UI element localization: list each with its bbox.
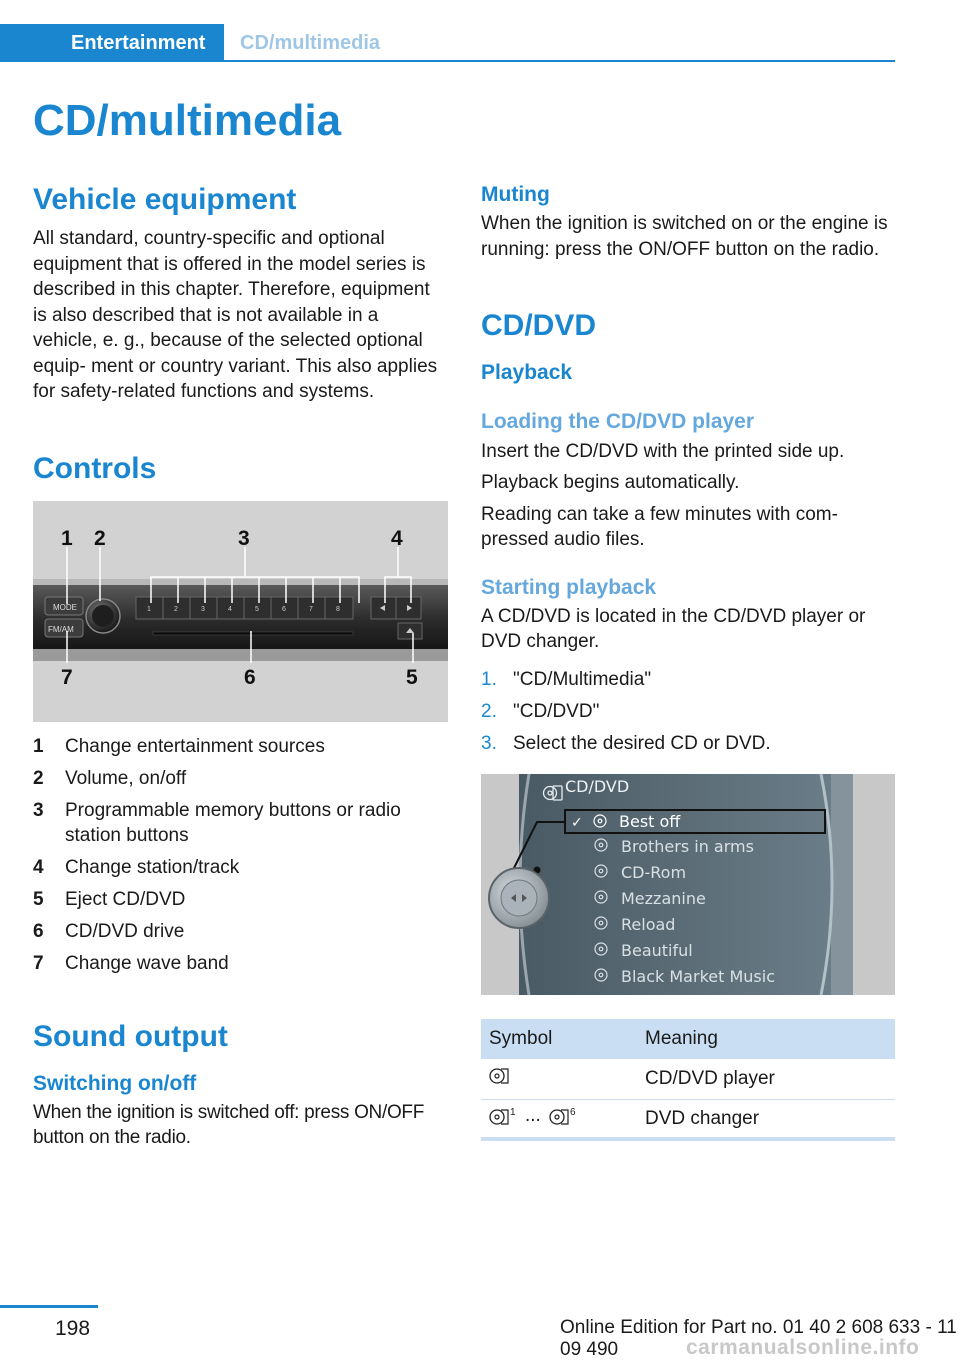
callout-5: 5 (406, 665, 418, 689)
column-header-meaning: Meaning (637, 1019, 895, 1059)
dvd-changer-1-icon (489, 1106, 517, 1126)
heading-playback: Playback (481, 361, 573, 385)
svg-text:5: 5 (255, 605, 259, 613)
callout-3: 3 (238, 526, 250, 550)
screen-item[interactable]: Reload (621, 915, 676, 935)
list-item: 6 CD/DVD drive (33, 921, 185, 942)
starting-text: A CD/DVD is located in the CD/DVD player or DVD changer. (481, 605, 866, 653)
svg-text:6: 6 (569, 1107, 576, 1118)
heading-muting: Muting (481, 183, 550, 206)
meaning-cell: CD/DVD player (637, 1059, 895, 1099)
screen-item[interactable]: CD-Rom (621, 863, 687, 883)
symbol-table (481, 1019, 895, 1141)
controller-knob-icon (489, 868, 549, 928)
track-buttons (371, 597, 421, 619)
symbol-cell (481, 1059, 637, 1099)
cd-slot (153, 632, 353, 635)
right-column (481, 182, 895, 1141)
callout-2: 2 (94, 526, 106, 550)
callout-6: 6 (244, 665, 256, 689)
header-tabbar (0, 24, 895, 62)
svg-text:1: 1 (147, 605, 151, 613)
svg-text:CD/DVD: CD/DVD (565, 777, 630, 797)
callout-4: 4 (391, 526, 403, 550)
svg-text:2: 2 (174, 605, 178, 613)
column-header-symbol: Symbol (481, 1019, 637, 1059)
heading-switching-on-off: Switching on/off (33, 1071, 197, 1095)
heading-loading-player: Loading the CD/DVD player (481, 410, 755, 434)
heading-controls: Controls (33, 451, 157, 485)
svg-text:4: 4 (228, 605, 232, 613)
symbol-cell (481, 1099, 637, 1139)
switching-text: When the ignition is switched off: press ON/OFF button on the radio. (33, 1101, 425, 1149)
svg-text:8: 8 (336, 605, 340, 613)
mode-button-label: MODE (53, 602, 77, 612)
ellipsis: ... (525, 1105, 541, 1126)
page-number: 198 (55, 1317, 91, 1340)
cd-dvd-player-icon (489, 1067, 511, 1085)
list-item: 4 Change station/track (33, 857, 240, 878)
vehicle-equipment-text: All standard, country-specific and optional equipment that is offered in the model series is described in this chapter. Therefore, equipment is also described that is not available in a vehicle, e. g., because of the selected optional equip‐ ment or country variant. This also applies for safety-related functions and systems. (33, 228, 438, 402)
controls-legend-list (33, 734, 448, 977)
svg-text:7: 7 (309, 605, 313, 613)
tab-cd-multimedia[interactable]: CD/multimedia (240, 32, 381, 54)
header-rule (0, 60, 895, 62)
radio-controls-illustration (33, 501, 448, 722)
table-header-row (481, 1019, 895, 1059)
footer-rule (0, 1305, 98, 1308)
list-item: 1. "CD/Multimedia" (481, 668, 652, 690)
loading-text-3: Reading can take a few minutes with com‐ pressed audio files. (481, 503, 838, 551)
heading-cd-dvd: CD/DVD (481, 309, 597, 343)
screen-item[interactable]: Beautiful (621, 941, 693, 961)
watermark: carmanualsonline.info (686, 1336, 920, 1359)
list-item: 1 Change entertainment sources (33, 735, 325, 757)
meaning-cell: DVD changer (637, 1099, 895, 1139)
screen-item-selected[interactable]: Best off (619, 812, 681, 832)
idrive-screen-illustration (481, 774, 895, 995)
callout-7: 7 (61, 665, 73, 689)
svg-text:6: 6 (282, 605, 286, 613)
muting-text: When the ignition is switched on or the engine is running: press the ON/OFF button on the radio. (481, 213, 888, 260)
heading-vehicle-equipment: Vehicle equipment (33, 183, 297, 216)
callout-1: 1 (61, 526, 73, 550)
loading-text-1: Insert the CD/DVD with the printed side up. (481, 440, 845, 462)
screen-item[interactable]: Brothers in arms (621, 837, 754, 857)
dvd-changer-6-icon (549, 1106, 577, 1126)
list-item: 7 Change wave band (33, 953, 229, 974)
screen-item[interactable]: Mezzanine (621, 889, 706, 909)
memory-buttons (136, 597, 353, 619)
tab-entertainment[interactable]: Entertainment (0, 24, 224, 62)
check-icon: ✓ (571, 815, 583, 832)
list-item: 3 Programmable memory buttons or radio station buttons (33, 799, 401, 846)
list-item: 2. "CD/DVD" (481, 700, 600, 722)
list-item: 3. Select the desired CD or DVD. (481, 732, 771, 754)
loading-text-2: Playback begins automatically. (481, 472, 740, 494)
table-row (481, 1059, 895, 1099)
cd-dvd-screen-figure (481, 774, 895, 995)
screen-item[interactable]: Black Market Music (621, 967, 775, 987)
steps-list (481, 667, 895, 757)
list-item: 5 Eject CD/DVD (33, 889, 186, 910)
list-item: 2 Volume, on/off (33, 767, 187, 789)
svg-text:1: 1 (510, 1107, 516, 1118)
edition-note: Online Edition for Part no. 01 40 2 608 633 - 11 09 490 (560, 1317, 957, 1360)
eject-button (398, 623, 422, 639)
heading-starting-playback: Starting playback (481, 575, 657, 599)
svg-text:3: 3 (201, 605, 205, 613)
heading-sound-output: Sound output (33, 1019, 228, 1053)
page-title: CD/multimedia (33, 96, 342, 145)
radio-controls-figure (33, 501, 448, 722)
fm-am-button-label: FM/AM (48, 624, 74, 634)
screen-display (519, 774, 837, 995)
table-row (481, 1099, 895, 1139)
left-column (33, 182, 448, 1151)
